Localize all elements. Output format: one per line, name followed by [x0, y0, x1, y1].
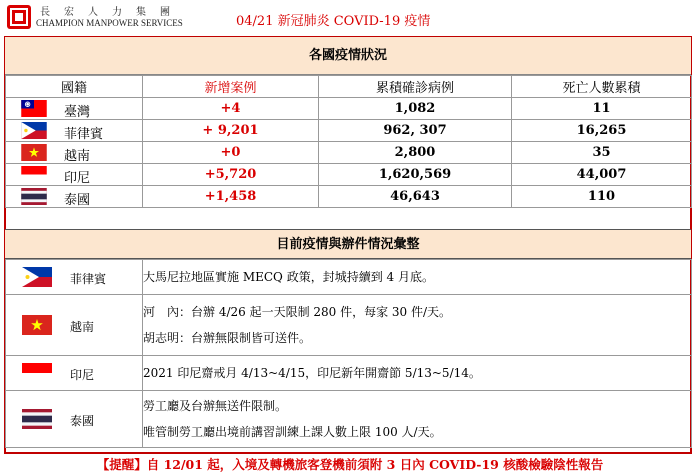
new-cases-value: +1,458 [143, 186, 319, 208]
country-name: 印尼 [64, 171, 91, 186]
thailand-flag-icon [15, 188, 53, 205]
policy-country-cell [6, 356, 143, 391]
policy-country-name: 印尼 [70, 368, 95, 382]
table-row [6, 186, 692, 208]
deaths-value: 110 [512, 186, 692, 208]
country-cell [6, 142, 143, 164]
policy-section-title: 目前疫情與辦件情況彙整 [5, 229, 691, 259]
new-cases-value: +4 [143, 98, 319, 120]
deaths-value: 11 [512, 98, 692, 120]
country-cell [6, 120, 143, 142]
policy-country-cell [6, 391, 143, 448]
deaths-value: 35 [512, 142, 692, 164]
policy-line: 勞工廳及台辦無送件限制。 [143, 399, 288, 413]
company-name-en: CHAMPION MANPOWER SERVICES [36, 18, 183, 28]
new-cases-value: + 9,201 [143, 120, 319, 142]
policy-table [5, 259, 692, 448]
policy-text-cell [143, 260, 692, 295]
indonesia-flag-icon [17, 363, 57, 383]
total-cases-value: 2,800 [319, 142, 512, 164]
vietnam-flag-icon [17, 315, 57, 335]
policy-line: 大馬尼拉地區實施 MECQ 政策，封城持續到 4 月底。 [143, 270, 434, 284]
policy-row [6, 295, 692, 356]
vietnam-flag-icon [15, 144, 53, 161]
policy-country-name: 泰國 [70, 414, 95, 428]
total-cases-value: 1,082 [319, 98, 512, 120]
deaths-value: 44,007 [512, 164, 692, 186]
stats-header-row [6, 76, 692, 98]
total-cases-value: 1,620,569 [319, 164, 512, 186]
policy-text-cell [143, 295, 692, 356]
country-cell [6, 164, 143, 186]
table-row [6, 120, 692, 142]
stats-table [5, 75, 692, 208]
stats-section-title: 各國疫情狀況 [5, 37, 691, 75]
policy-row [6, 260, 692, 295]
policy-text-cell [143, 391, 692, 448]
country-name: 菲律賓 [64, 127, 104, 142]
philippines-flag-icon [17, 267, 57, 287]
total-cases-value: 46,643 [319, 186, 512, 208]
new-cases-value: +5,720 [143, 164, 319, 186]
policy-line: 2021 印尼齋戒月 4/13~4/15，印尼新年開齋節 5/13~5/14。 [143, 366, 481, 380]
country-cell [6, 186, 143, 208]
table-row [6, 98, 692, 120]
policy-line: 唯管制勞工廳出境前講習訓練上課人數上限 100 人/天。 [143, 425, 442, 439]
policy-text-cell [143, 356, 692, 391]
country-cell [6, 98, 143, 120]
policy-line: 胡志明：台辦無限制皆可送件。 [143, 331, 312, 345]
header-new-cases: 新增案例 [143, 76, 319, 98]
policy-row [6, 391, 692, 448]
deaths-value: 16,265 [512, 120, 692, 142]
indonesia-flag-icon [15, 166, 53, 183]
policy-country-name: 越南 [70, 320, 95, 334]
policy-row [6, 356, 692, 391]
country-name: 臺灣 [64, 105, 91, 120]
company-logo-icon [6, 4, 32, 30]
table-row [6, 164, 692, 186]
country-name: 越南 [64, 149, 91, 164]
page-header [0, 0, 700, 36]
new-cases-value: +0 [143, 142, 319, 164]
header-deaths: 死亡人數累積 [512, 76, 692, 98]
page-title: 04/21 新冠肺炎 COVID-19 疫情 [236, 14, 431, 29]
philippines-flag-icon [15, 122, 53, 139]
country-name: 泰國 [64, 193, 91, 208]
header-total-cases: 累積確診病例 [319, 76, 512, 98]
company-name-zh: 長宏人力集團 [40, 7, 184, 18]
policy-country-cell [6, 295, 143, 356]
table-row [6, 142, 692, 164]
reminder-text: 【提醒】自 12/01 起，入境及轉機旅客登機前須附 3 日內 COVID-19 核酸檢驗陰性報告 [96, 457, 604, 472]
policy-country-name: 菲律賓 [70, 272, 107, 286]
thailand-flag-icon [17, 409, 57, 429]
header-country: 國籍 [6, 76, 143, 98]
policy-country-cell [6, 260, 143, 295]
total-cases-value: 962, 307 [319, 120, 512, 142]
taiwan-flag-icon [15, 100, 53, 117]
policy-line: 河 內：台辦 4/26 起一天限制 280 件，每家 30 件/天。 [143, 305, 452, 319]
